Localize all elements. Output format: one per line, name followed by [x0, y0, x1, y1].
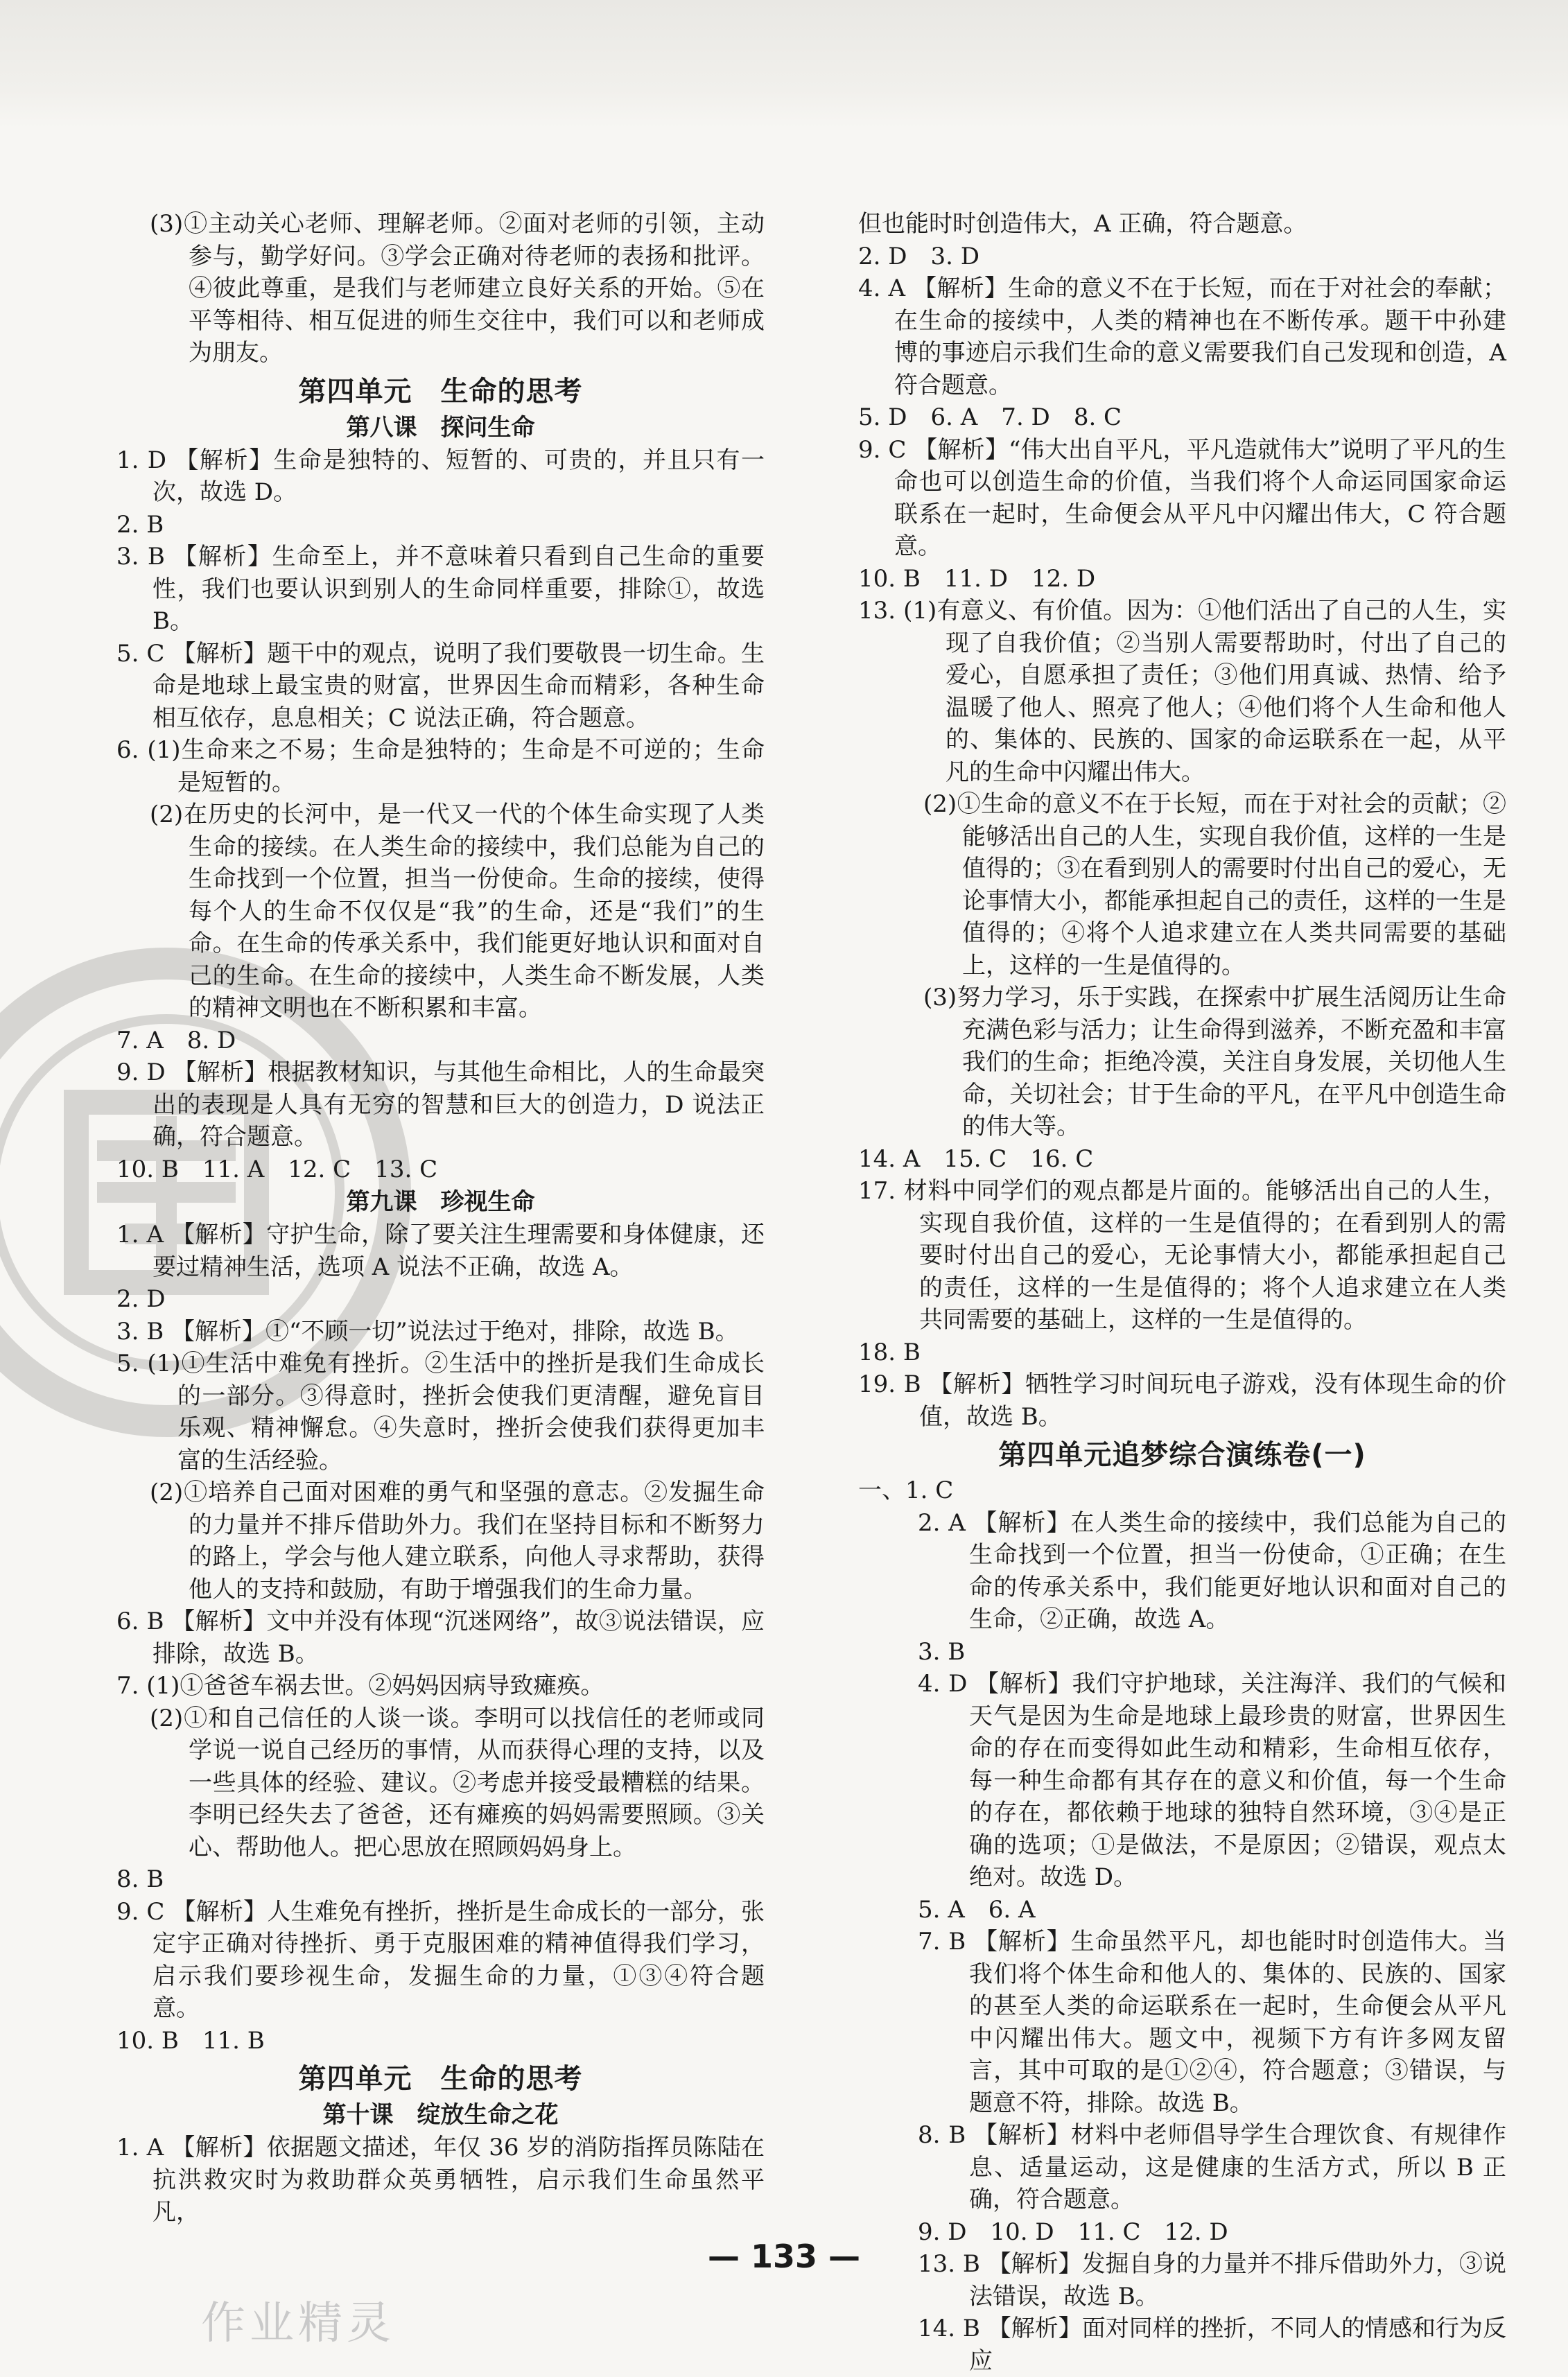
answer-item: (2)在历史的长河中，是一代又一代的个体生命实现了人类生命的接续。在人类生命的接续中，我们总能为自己的生命找到一个位置，担当一份使命。生命的接续，使得每个人的生命不仅仅是“我”的生命，还是“我们”的生命。在生命的传承关系中，我们能更好地认识和面对自己的生命。在生命的接续中，人类生命不断发展，人类的精神文明也在不断积累和丰富。 — [150, 801, 765, 1022]
answer-item: 10. B 11. A 12. C 13. C — [116, 1155, 438, 1183]
answer-item: 一、1. C — [858, 1477, 954, 1504]
lesson-title: 第十课 绽放生命之花 — [322, 2101, 559, 2129]
answer-item: 2. B — [116, 510, 164, 539]
answer-item: 10. B 11. D 12. D — [858, 564, 1096, 593]
scan-top-band — [0, 0, 1568, 128]
answer-item: 17. 材料中同学们的观点都是片面的。能够活出自己的人生，实现自我价值，这样的一生是值得的；在看到别人的需要时付出自己的爱心，无论事情大小，都能承担起自己的责任，这样的一生是值得的；将个人追求建立在人类共同需要的基础上，这样的一生是值得的。 — [858, 1177, 1506, 1334]
answer-item: (2)①生命的意义不在于长短，而在于对社会的贡献；②能够活出自己的人生，实现自我价值，这样的一生是值得的；③在看到别人的需要时付出自己的爱心，无论事情大小，都能承担起自己的责任，这样的一生是值得的；④将个人追求建立在人类共同需要的基础上，这样的一生是值得的。 — [923, 790, 1506, 979]
answer-item: 14. A 15. C 16. C — [858, 1144, 1094, 1173]
answer-item: 9. D 10. D 11. C 12. D — [918, 2218, 1228, 2246]
answer-item: 3. B 【解析】①“不顾一切”说法过于绝对，排除，故选 B。 — [116, 1317, 739, 1346]
answer-item: 2. D — [116, 1285, 166, 1313]
answer-item: 13. B 【解析】发掘自身的力量并不排斥借助外力，③说法错误，故选 B。 — [918, 2250, 1506, 2310]
answer-item: 3. B 【解析】生命至上，并不意味着只看到自己生命的重要性，我们也要认识到别人的生命同样重要，排除①，故选 B。 — [116, 543, 765, 635]
answer-item: 1. D 【解析】生命是独特的、短暂的、可贵的，并且只有一次，故选 D。 — [116, 446, 765, 506]
answer-item: 8. B 【解析】材料中老师倡导学生合理饮食、有规律作息、适量运动，这是健康的生活方式，所以 B 正确，符合题意。 — [918, 2121, 1506, 2213]
answer-item: (3)①主动关心老师、理解老师。②面对老师的引领，主动参与，勤学好问。③学会正确对待老师的表扬和批评。④彼此尊重，是我们与老师建立良好关系的开始。⑤在平等相待、相互促进的师生交往中，我们可以和老师成为朋友。 — [150, 210, 765, 367]
answer-item: (3)努力学习，乐于实践，在探索中扩展生活阅历让生命充满色彩与活力；让生命得到滋养，不断充盈和丰富我们的生命；拒绝冷漠，关注自身发展，关切他人生命，关切社会；甘于生命的平凡，在平凡中创造生命的伟大等。 — [923, 984, 1506, 1140]
answer-item: 14. B 【解析】面对同样的挫折，不同人的情感和行为反应 — [918, 2315, 1506, 2375]
answer-item: 但也能时时创造伟大，A 正确，符合题意。 — [858, 210, 1307, 238]
lesson-title: 第八课 探问生命 — [346, 413, 535, 442]
unit-title: 第四单元追梦综合演练卷(一) — [998, 1439, 1366, 1471]
answer-item: (2)①培养自己面对困难的勇气和坚强的意志。②发掘生命的力量并不排斥借助外力。我们在坚持目标和不断努力的路上，学会与他人建立联系，向他人寻求帮助，获得他人的支持和鼓励，有助于增强我们的生命力量。 — [150, 1479, 765, 1603]
answer-item: 2. D 3. D — [858, 242, 980, 270]
answer-item: 6. B 【解析】文中并没有体现“沉迷网络”，故③说法错误，应排除，故选 B。 — [116, 1608, 765, 1668]
answer-item: 18. B — [858, 1338, 921, 1366]
lesson-title: 第九课 珍视生命 — [346, 1188, 535, 1216]
answer-item: 6. (1)生命来之不易；生命是独特的；生命是不可逆的；生命是短暂的。 — [116, 736, 765, 796]
left-column — [116, 208, 765, 2229]
answer-item: 3. B — [918, 1637, 966, 1666]
answer-item: 1. A 【解析】守护生命，除了要关注生理需要和身体健康，还要过精神生活，选项 A 说法不正确，故选 A。 — [116, 1221, 765, 1281]
answer-item: 1. A 【解析】依据题文描述，年仅 36 岁的消防指挥员陈陆在抗洪救灾时为救助群众英勇牺牲，启示我们生命虽然平凡， — [116, 2134, 765, 2226]
answer-item: 9. D 【解析】根据教材知识，与其他生命相比，人的生命最突出的表现是人具有无穷的智慧和巨大的创造力，D 说法正确，符合题意。 — [116, 1059, 765, 1151]
answer-item: 9. C 【解析】“伟大出自平凡，平凡造就伟大”说明了平凡的生命也可以创造生命的价值，当我们将个人命运同国家命运联系在一起时，生命便会从平凡中闪耀出伟大，C 符合题意。 — [858, 435, 1506, 560]
answer-item: 5. A 6. A — [918, 1895, 1036, 1924]
unit-title: 第四单元 生命的思考 — [298, 2063, 583, 2095]
page-number: — 133 — — [707, 2238, 861, 2275]
answer-item: 7. (1)①爸爸车祸去世。②妈妈因病导致瘫痪。 — [116, 1672, 604, 1700]
answer-item: 2. A 【解析】在人类生命的接续中，我们总能为自己的生命找到一个位置，担当一份使命，①正确；在生命的传承关系中，我们能更好地认识和面对自己的生命，②正确，故选 A。 — [918, 1508, 1506, 1633]
right-column — [858, 208, 1506, 2377]
answer-item: 5. C 【解析】题干中的观点，说明了我们要敬畏一切生命。生命是地球上最宝贵的财富，世界因生命而精彩，各种生命相互依存，息息相关；C 说法正确，符合题意。 — [116, 639, 765, 732]
answer-item: 5. (1)①生活中难免有挫折。②生活中的挫折是我们生命成长的一部分。③得意时，挫折会使我们更清醒，避免盲目乐观、精神懈怠。④失意时，挫折会使我们获得更加丰富的生活经验。 — [116, 1350, 765, 1474]
answer-item: 10. B 11. B — [116, 2026, 265, 2055]
answer-item: 13. (1)有意义、有价值。因为：①他们活出了自己的人生，实现了自我价值；②当别人需要帮助时，付出了自己的爱心，自愿承担了责任；③他们用真诚、热情、给予温暖了他人、照亮了他人；④他们将个人生命和他人的、集体的、民族的、国家的命运联系在一起，从平凡的生命中闪耀出伟大。 — [858, 597, 1506, 786]
answer-item: 4. A 【解析】生命的意义不在于长短，而在于对社会的奉献；在生命的接续中，人类的精神也在不断传承。题干中孙建博的事迹启示我们生命的意义需要我们自己发现和创造，A 符合题意。 — [858, 275, 1506, 399]
answer-item: 7. A 8. D — [116, 1026, 236, 1054]
watermark-text: 作业精灵 — [201, 2298, 395, 2349]
unit-title: 第四单元 生命的思考 — [298, 375, 583, 408]
answer-item: 9. C 【解析】人生难免有挫折，挫折是生命成长的一部分，张定宇正确对待挫折、勇于克服困难的精神值得我们学习，启示我们要珍视生命，发掘生命的力量，①③④符合题意。 — [116, 1897, 765, 2022]
answer-item: 7. B 【解析】生命虽然平凡，却也能时时创造伟大。当我们将个体生命和他人的、集体的、民族的、国家的甚至人类的命运联系在一起时，生命便会从平凡中闪耀出伟大。题文中，视频下方有许多网友留言，其中可取的是①②④，符合题意；③错误，与题意不符，排除。故选 B。 — [918, 1928, 1506, 2117]
answer-item: 8. B — [116, 1865, 164, 1893]
answer-item: 5. D 6. A 7. D 8. C — [858, 403, 1122, 431]
answer-item: 4. D 【解析】我们守护地球，关注海洋、我们的气候和天气是因为生命是地球上最珍贵的财富，世界因生命的存在而变得如此生动和精彩，生命相互依存，每一种生命都有其存在的意义和价值，每一个生命的存在，都依赖于地球的独特自然环境，③④是正确的选项；①是做法，不是原因；②错误，观点太绝对。故选 D。 — [918, 1670, 1506, 1891]
answer-item: 19. B 【解析】牺牲学习时间玩电子游戏，没有体现生命的价值，故选 B。 — [858, 1370, 1506, 1431]
answer-item: (2)①和自己信任的人谈一谈。李明可以找信任的老师或同学说一说自己经历的事情，从而获得心理的支持，以及一些具体的经验、建议。②考虑并接受最糟糕的结果。李明已经失去了爸爸，还有瘫痪的妈妈需要照顾。③关心、帮助他人。把心思放在照顾妈妈身上。 — [150, 1704, 765, 1861]
